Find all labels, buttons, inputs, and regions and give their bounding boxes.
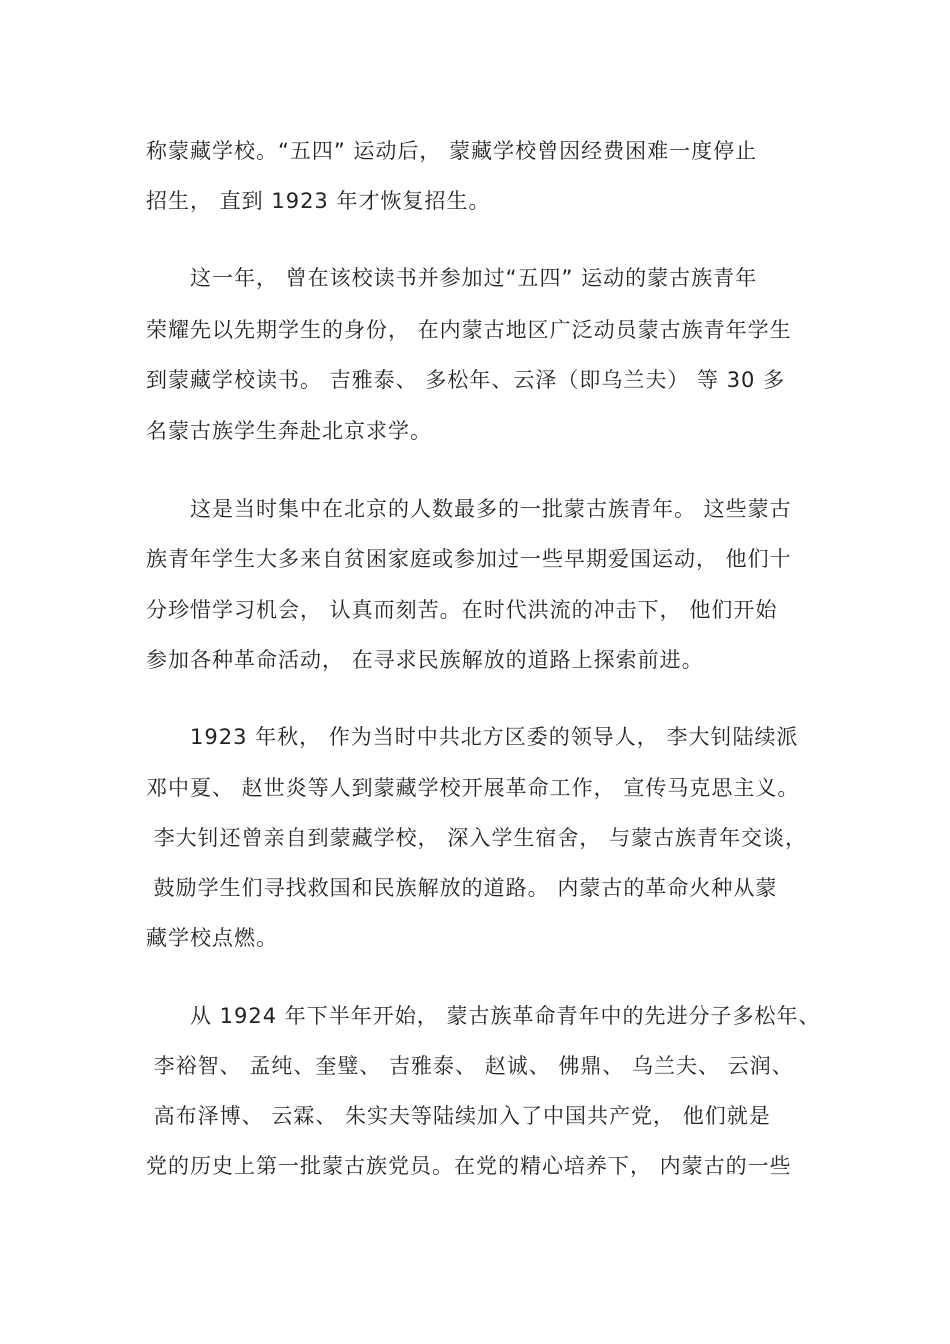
text-line: 参加各种革命活动， 在寻求民族解放的道路上探索前进。 [146, 648, 704, 672]
text-line: 鼓励学生们寻找救国和民族解放的道路。 内蒙古的革命火种从蒙 [146, 876, 778, 900]
text-line: 称蒙藏学校。“五四” 运动后， 蒙藏学校曾因经费困难一度停止 [146, 139, 758, 163]
text-line: 李大钊还曾亲自到蒙藏学校， 深入学生宿舍， 与蒙古族青年交谈， [146, 826, 808, 850]
text-line: 1923 年秋， 作为当时中共北方区委的领导人， 李大钊陆续派 [146, 725, 799, 749]
text-line: 到蒙藏学校读书。 吉雅泰、 多松年、云泽（即乌兰夫） 等 30 多 [146, 368, 786, 392]
text-line: 高布泽博、 云霖、 朱实夫等陆续加入了中国共产党， 他们就是 [146, 1104, 771, 1128]
text-line: 这是当时集中在北京的人数最多的一批蒙古族青年。 这些蒙古 [146, 497, 792, 521]
text-line: 族青年学生大多来自贫困家庭或参加过一些早期爱国运动， 他们十 [146, 547, 792, 571]
text-line: 邓中夏、 赵世炎等人到蒙藏学校开展革命工作， 宣传马克思主义。 [146, 776, 800, 800]
text-line: 这一年， 曾在该校读书并参加过“五四” 运动的蒙古族青年 [146, 266, 758, 290]
text-line: 藏学校点燃。 [146, 926, 278, 950]
text-line: 招生， 直到 1923 年才恢复招生。 [146, 189, 491, 213]
text-line: 荣耀先以先期学生的身份， 在内蒙古地区广泛动员蒙古族青年学生 [146, 318, 792, 342]
text-line: 从 1924 年下半年开始， 蒙古族革命青年中的先进分子多松年、 [146, 1004, 821, 1028]
text-line: 分珍惜学习机会， 认真而刻苦。在时代洪流的冲击下， 他们开始 [146, 598, 778, 622]
text-line: 名蒙古族学生奔赴北京求学。 [146, 419, 432, 443]
text-line: 党的历史上第一批蒙古族党员。在党的精心培养下， 内蒙古的一些 [146, 1154, 792, 1178]
text-line: 李裕智、 孟纯、奎璧、 吉雅泰、 赵诚、 佛鼎、 乌兰夫、 云润、 [146, 1054, 794, 1078]
